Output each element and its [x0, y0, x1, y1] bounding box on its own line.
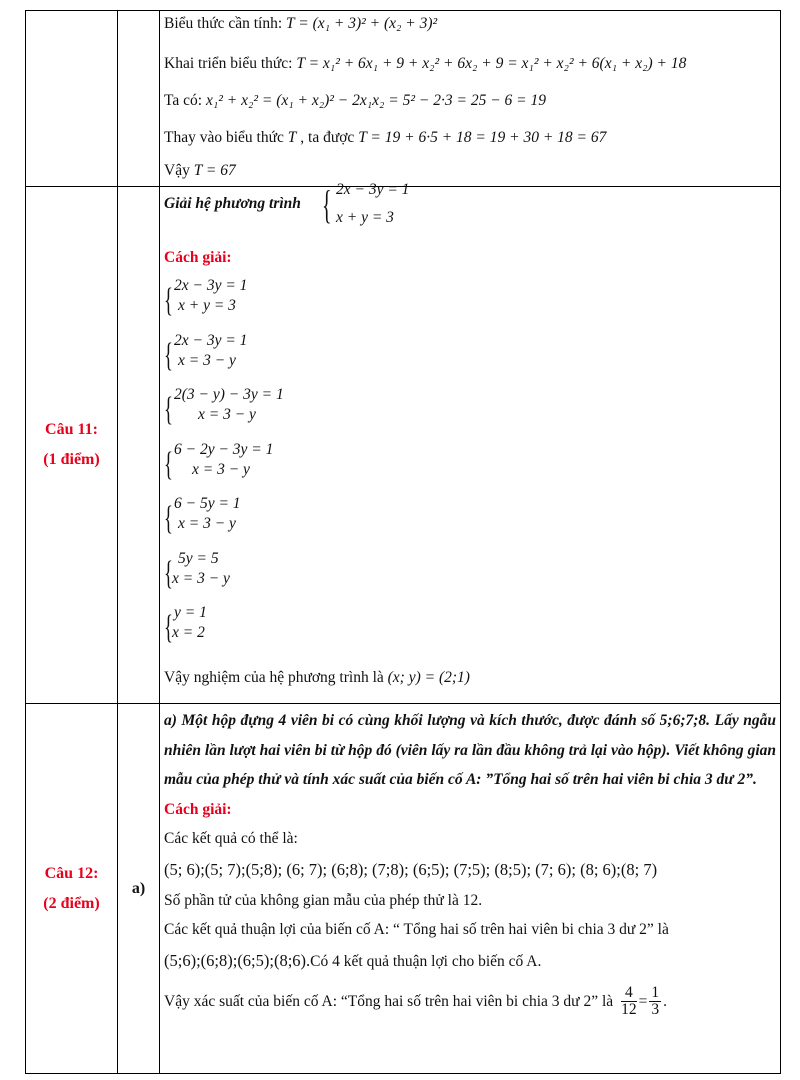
text-label: Vậy xác suất của biến cố A: “Tổng hai số trên hai viên bi chia 3 dư 2” là [164, 992, 614, 1010]
fraction [649, 985, 661, 1018]
text-line [164, 45, 776, 82]
equation-system [164, 495, 464, 549]
math-variable: T [287, 129, 297, 146]
system-row: 6 − 5y = 1 [174, 495, 241, 512]
brace-icon: { [164, 609, 173, 646]
question-number: Câu 11: [45, 421, 98, 438]
system-row: 2x − 3y = 1 [336, 181, 410, 198]
brace-icon: { [164, 336, 173, 374]
math-expression: x₁² + x₂² = (x₁ + x₂)² − 2x₁x₂ = 5² − 2·3 = 25 − 6 = 19 [205, 92, 546, 109]
fraction-numerator: 4 [621, 985, 637, 1002]
system-row: 6 − 2y − 3y = 1 [174, 440, 274, 458]
math-expression: T = 19 + 6·5 + 18 = 19 + 30 + 18 = 67 [358, 129, 607, 146]
text-line: Các kết quả có thể là: [164, 830, 298, 847]
text-line [164, 119, 776, 156]
fraction-denominator: 12 [621, 1001, 637, 1018]
problem-statement: a) Một hộp đựng 4 viên bi có cùng khối lượng và kích thước, được đánh số 5;6;7;8. Lấy ngẫu nhiên lần lượt hai viên bi từ hộp đó (viên lấy ra lần đầu không trả lại vào hộp). Viết không gian mẫu của phép thử và tính xác suất của biến cố A: ”Tổng hai số trên hai viên bi chia 3 dư 2”. [164, 712, 776, 788]
text-line [164, 82, 776, 119]
solution-cell [160, 11, 781, 187]
fraction-numerator: 1 [651, 984, 660, 1001]
outcome-list: (5; 6);(5; 7);(5;8); (6; 7); (6;8); (7;8); (6;5); (7;5); (8;5); (7; 6); (8; 6);(8; 7) [164, 859, 658, 879]
system-row: 2x − 3y = 1 [174, 277, 248, 294]
problem-statement [164, 181, 764, 239]
table-row [26, 704, 781, 1074]
equation-system [164, 604, 464, 658]
system-row: x = 3 − y [198, 406, 256, 423]
table-row [26, 187, 781, 704]
fraction-denominator: 3 [651, 1001, 660, 1018]
part-cell [118, 704, 160, 1074]
brace-icon: { [164, 554, 173, 592]
system-row: y = 1 [174, 604, 207, 621]
method-heading: Cách giải: [164, 800, 232, 818]
fraction [621, 985, 637, 1018]
system-row: x + y = 3 [336, 209, 394, 226]
text-line [164, 945, 776, 978]
question-points: (2 điểm) [43, 894, 100, 912]
brace-icon: { [164, 282, 173, 319]
solution-table [25, 10, 781, 1074]
system-row: x = 3 − y [192, 460, 250, 478]
text-label: Ta có: [164, 92, 206, 109]
equation-system [164, 332, 464, 386]
probability-line: Vậy xác suất của biến cố A: “Tổng hai số trên hai viên bi chia 3 dư 2” là $\frac{4}{12}$ = $\frac{1}{3}$ . [164, 984, 668, 1018]
part-cell [118, 11, 160, 187]
question-cell [26, 187, 118, 704]
equation-system [164, 277, 464, 331]
text-line [164, 156, 776, 186]
text-label: Khai triển biểu thức: [164, 55, 297, 72]
method-heading: Cách giải: [164, 249, 232, 266]
system-row: x = 2 [172, 624, 205, 641]
question-number: Câu 12: [44, 864, 99, 882]
system-row: 2(3 − y) − 3y = 1 [174, 386, 284, 403]
brace-icon: { [164, 391, 173, 428]
text-label: Vậy nghiệm của hệ phương trình là [164, 669, 388, 686]
brace-icon: { [164, 445, 173, 483]
part-cell [118, 187, 160, 704]
system-row: x = 3 − y [178, 351, 236, 369]
question-points: (1 điểm) [43, 451, 100, 468]
system-row: x = 3 − y [172, 569, 230, 587]
solution-cell [160, 181, 781, 704]
text-label: Có 4 kết quả thuận lợi cho biến cố A. [310, 952, 542, 970]
solution-cell [160, 704, 781, 1074]
math-expression: T = x₁² + 6x₁ + 9 + x₂² + 6x₂ + 9 = x₁² + x₂² + 6(x₁ + x₂) + 18 [296, 55, 687, 72]
brace-icon: { [164, 500, 173, 537]
text-line: Số phần tử của không gian mẫu của phép thử là 12. [164, 891, 483, 909]
question-cell [26, 704, 118, 1074]
system-row: 5y = 5 [178, 549, 219, 567]
equation-system [164, 386, 464, 440]
math-expression: T = (x₁ + 3)² + (x₂ + 3)² [286, 15, 438, 32]
favorable-list: (5;6);(6;8);(6;5);(8;6). [164, 950, 311, 970]
text-line [164, 11, 776, 45]
math-expression: (x; y) = (2;1) [387, 669, 470, 686]
text-line: Các kết quả thuận lợi của biến cố A: “ Tổng hai số trên hai viên bi chia 3 dư 2” là [164, 921, 669, 938]
text-label: Vậy [164, 162, 194, 179]
part-label: a) [131, 879, 146, 897]
text-label: , ta được [296, 129, 359, 146]
text-label: Thay vào biểu thức [164, 129, 288, 146]
conclusion-line [164, 669, 470, 687]
brace-icon: { [322, 182, 332, 227]
system-row: 2x − 3y = 1 [174, 331, 248, 349]
text-label: Biểu thức cần tính: [164, 15, 287, 32]
math-expression: T = 67 [193, 162, 236, 179]
table-row [26, 11, 781, 187]
equation-system [164, 550, 464, 604]
problem-prompt: Giải hệ phương trình [164, 195, 301, 212]
question-cell [26, 11, 118, 187]
system-row: x = 3 − y [178, 515, 236, 532]
system-row: x + y = 3 [178, 297, 236, 314]
equation-system [164, 441, 464, 495]
